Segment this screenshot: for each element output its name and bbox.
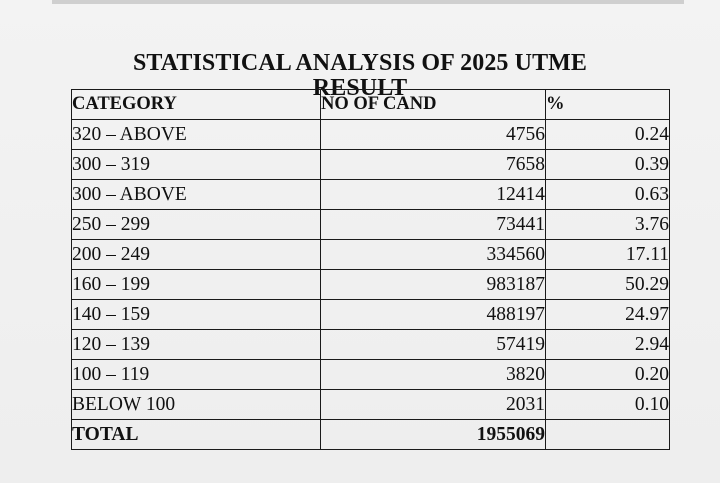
results-table bbox=[71, 89, 670, 450]
table-row bbox=[72, 120, 670, 150]
percent-cell: 0.63 bbox=[546, 180, 670, 210]
candidates-cell: 2031 bbox=[321, 390, 546, 420]
top-edge-rule bbox=[52, 0, 684, 4]
candidates-cell: 4756 bbox=[321, 120, 546, 150]
category-cell: 160 – 199 bbox=[72, 270, 321, 300]
category-cell: 100 – 119 bbox=[72, 360, 321, 390]
candidates-cell: 334560 bbox=[321, 240, 546, 270]
total-count: 1955069 bbox=[321, 420, 546, 450]
percent-cell: 0.39 bbox=[546, 150, 670, 180]
table-row bbox=[72, 330, 670, 360]
total-percent bbox=[546, 420, 670, 450]
category-cell: 140 – 159 bbox=[72, 300, 321, 330]
category-cell: 250 – 299 bbox=[72, 210, 321, 240]
title-line-1: STATISTICAL ANALYSIS OF 2025 UTME bbox=[132, 50, 588, 77]
table-row bbox=[72, 390, 670, 420]
title-line-2: RESULT bbox=[312, 75, 408, 102]
table-header-row bbox=[72, 90, 670, 120]
header-no-of-cand: NO OF CAND bbox=[321, 90, 546, 120]
table-row bbox=[72, 300, 670, 330]
table-row bbox=[72, 180, 670, 210]
candidates-cell: 488197 bbox=[321, 300, 546, 330]
candidates-cell: 57419 bbox=[321, 330, 546, 360]
category-cell: 300 – 319 bbox=[72, 150, 321, 180]
percent-cell: 17.11 bbox=[546, 240, 670, 270]
header-percent: % bbox=[546, 90, 670, 120]
table-row bbox=[72, 210, 670, 240]
percent-cell: 0.10 bbox=[546, 390, 670, 420]
table-row bbox=[72, 360, 670, 390]
percent-cell: 2.94 bbox=[546, 330, 670, 360]
candidates-cell: 73441 bbox=[321, 210, 546, 240]
total-row bbox=[72, 420, 670, 450]
percent-cell: 0.20 bbox=[546, 360, 670, 390]
percent-cell: 50.29 bbox=[546, 270, 670, 300]
table-row bbox=[72, 270, 670, 300]
category-cell: 120 – 139 bbox=[72, 330, 321, 360]
category-cell: 300 – ABOVE bbox=[72, 180, 321, 210]
candidates-cell: 12414 bbox=[321, 180, 546, 210]
percent-cell: 3.76 bbox=[546, 210, 670, 240]
percent-cell: 24.97 bbox=[546, 300, 670, 330]
header-category: CATEGORY bbox=[72, 90, 321, 120]
category-cell: 320 – ABOVE bbox=[72, 120, 321, 150]
candidates-cell: 3820 bbox=[321, 360, 546, 390]
category-cell: 200 – 249 bbox=[72, 240, 321, 270]
table-row bbox=[72, 240, 670, 270]
candidates-cell: 983187 bbox=[321, 270, 546, 300]
category-cell: BELOW 100 bbox=[72, 390, 321, 420]
percent-cell: 0.24 bbox=[546, 120, 670, 150]
candidates-cell: 7658 bbox=[321, 150, 546, 180]
table-row bbox=[72, 150, 670, 180]
total-label: TOTAL bbox=[72, 420, 321, 450]
